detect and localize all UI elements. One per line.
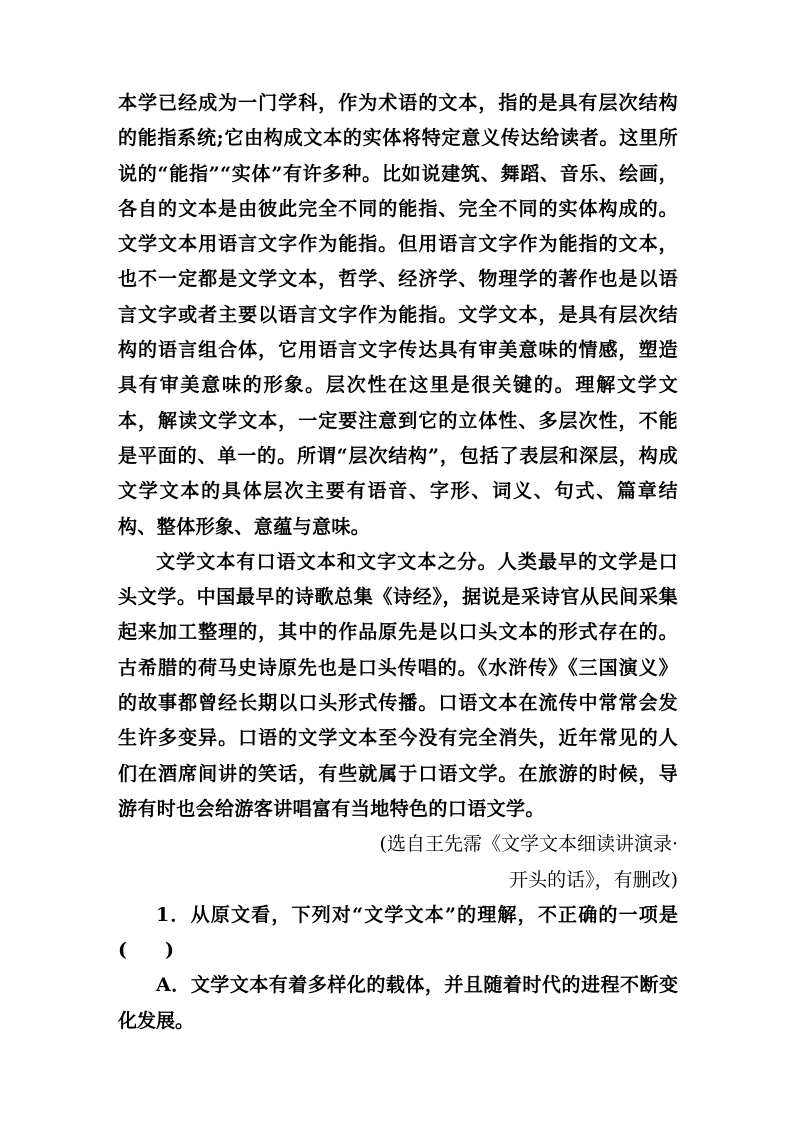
paragraph-1: 本学已经成为一门学科，作为术语的文本，指的是具有层次结构的能指系统;它由构成文本的实体将特定意义传达给读者。这里所说的“能指”“实体”有许多种。比如说建筑、舞蹈、音乐、绘画，各自的文本是由彼此完全不同的能指、完全不同的实体构成的。文学文本用语言文字作为能指。但用语言文字作为能指的文本，也不一定都是文学文本，哲学、经济学、物理学的著作也是以语言文字或者主要以语言文字作为能指。文学文本，是具有层次结构的语言组合体，它用语言文字传达具有审美意味的情感，塑造具有审美意味的形象。层次性在这里是很关键的。理解文学文本，解读文学文本，一定要注意到它的立体性、多层次性，不能是平面的、单一的。所谓“层次结构”，包括了表层和深层，构成文学文本的具体层次主要有语音、字形、词义、句式、篇章结构、整体形象、意蕴与意味。 bbox=[118, 92, 678, 538]
question-1: 1．从原文看，下列对“文学文本”的理解，不正确的一项是( ) bbox=[118, 903, 678, 962]
document-page bbox=[118, 86, 678, 1039]
source-citation-line-1: (选自王先霈《文学文本细读讲演录· bbox=[379, 833, 678, 856]
source-citation-line-2: 开头的话》，有删改) bbox=[509, 868, 678, 891]
option-a: A．文学文本有着多样化的载体，并且随着时代的进程不断变化发展。 bbox=[118, 974, 678, 1032]
paragraph-2: 文学文本有口语文本和文字文本之分。人类最早的文学是口头文学。中国最早的诗歌总集《诗经》，据说是采诗官从民间采集起来加工整理的，其中的作品原先是以口头文本的形式存在的。古希腊的荷马史诗原先也是口头传唱的。《水浒传》《三国演义》的故事都曾经长期以口头形式传播。口语文本在流传中常常会发生许多变异。口语的文学文本至今没有完全消失，近年常见的人们在酒席间讲的笑话，有些就属于口语文学。在旅游的时候，导游有时也会给游客讲唱富有当地特色的口语文学。 bbox=[118, 550, 678, 820]
